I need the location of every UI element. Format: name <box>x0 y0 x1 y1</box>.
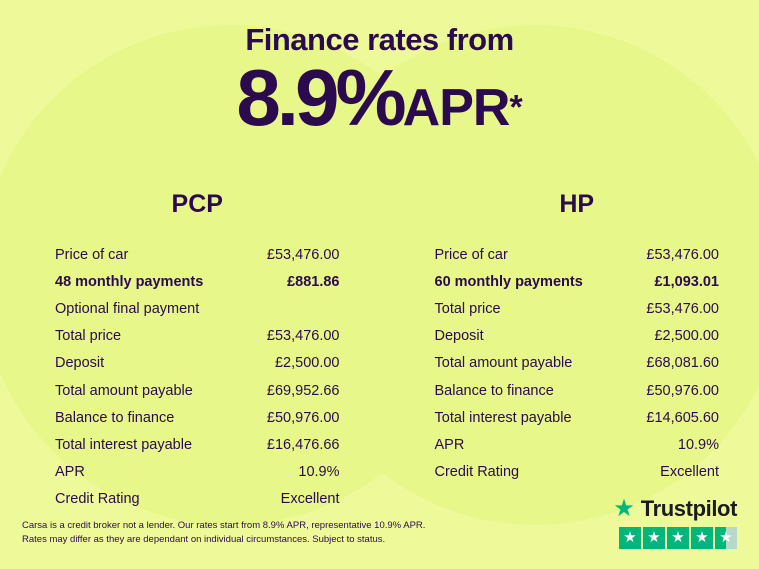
page-title: Finance rates from <box>245 22 514 57</box>
finance-table-pcp <box>0 190 380 513</box>
finance-tables <box>0 190 759 513</box>
disclaimer-line-1: Carsa is a credit broker not a lender. Our rates start from 8.9% APR, representative 10.9% APR. <box>22 519 426 531</box>
disclaimer <box>22 519 425 548</box>
table-row <box>435 377 720 404</box>
row-label: Optional final payment <box>55 300 200 317</box>
row-value: £53,476.00 <box>646 246 719 263</box>
apr-value: 8.9% <box>236 53 403 142</box>
table-row <box>55 459 340 486</box>
row-value: Excellent <box>280 491 340 508</box>
trustpilot-logo <box>613 496 737 522</box>
row-label: Credit Rating <box>434 464 520 481</box>
row-value: £14,605.60 <box>646 409 719 426</box>
apr-asterisk: * <box>509 88 523 127</box>
row-value: Excellent <box>660 464 719 481</box>
row-value: £68,081.60 <box>646 355 719 372</box>
row-label: 48 monthly payments <box>55 273 204 290</box>
row-label: Balance to finance <box>55 409 175 426</box>
table-row <box>435 404 720 431</box>
row-label: Price of car <box>434 246 508 263</box>
table-row <box>55 241 340 268</box>
table-row <box>55 486 340 513</box>
row-label: APR <box>434 436 465 453</box>
row-label: Balance to finance <box>434 382 554 399</box>
trustpilot-star-icon: ★ <box>613 495 635 522</box>
row-value: £1,093.01 <box>654 273 719 290</box>
row-value: £881.86 <box>287 273 340 290</box>
table-row <box>435 323 720 350</box>
apr-word: APR <box>402 79 510 137</box>
row-value: 10.9% <box>298 464 340 481</box>
disclaimer-line-2: Rates may differ as they are dependant on individual circumstances. Subject to status. <box>22 533 386 545</box>
table-row <box>55 431 340 458</box>
row-label: Total price <box>434 300 501 317</box>
row-value: £53,476.00 <box>646 300 719 317</box>
row-label: 60 monthly payments <box>434 273 583 290</box>
star-icon: ★ <box>643 527 665 549</box>
row-value: £50,976.00 <box>266 409 340 426</box>
row-label: Deposit <box>434 328 484 345</box>
row-value: £50,976.00 <box>646 382 719 399</box>
trustpilot-wordmark: Trustpilot <box>640 496 737 521</box>
table-row <box>435 268 720 295</box>
table-row <box>55 268 340 295</box>
apr-headline <box>0 52 759 144</box>
trustpilot-rating <box>613 496 737 549</box>
row-label: Total interest payable <box>434 409 572 426</box>
row-label: APR <box>55 464 85 481</box>
table-row <box>435 459 720 486</box>
star-icon: ★ <box>691 527 713 549</box>
table-row <box>55 323 340 350</box>
star-half-icon: ★ <box>715 527 737 549</box>
row-value: £53,476.00 <box>266 328 340 345</box>
table-row <box>435 295 720 322</box>
table-row <box>55 350 340 377</box>
row-label: Price of car <box>55 246 129 263</box>
star-icon: ★ <box>619 527 641 549</box>
table-row <box>435 350 720 377</box>
row-label: Deposit <box>55 355 105 372</box>
finance-table-hp <box>380 190 759 513</box>
row-label: Total amount payable <box>55 382 193 399</box>
table-row <box>435 241 720 268</box>
row-value: £16,476.66 <box>266 436 340 453</box>
table-row <box>55 295 340 322</box>
row-value: £69,952.66 <box>266 382 340 399</box>
row-label: Total interest payable <box>55 436 193 453</box>
row-value: £53,476.00 <box>266 246 340 263</box>
row-value: 10.9% <box>677 436 719 453</box>
row-value: £2,500.00 <box>654 328 719 345</box>
row-label: Total amount payable <box>434 355 573 372</box>
table-row <box>55 404 340 431</box>
row-label: Total price <box>55 328 122 345</box>
trustpilot-stars <box>613 527 737 549</box>
table-row <box>55 377 340 404</box>
table-row <box>435 431 720 458</box>
finance-table-hp-title: HP <box>559 190 595 218</box>
row-label: Credit Rating <box>55 491 140 508</box>
finance-table-pcp-title: PCP <box>171 190 223 218</box>
row-value: £2,500.00 <box>274 355 340 372</box>
star-icon: ★ <box>667 527 689 549</box>
